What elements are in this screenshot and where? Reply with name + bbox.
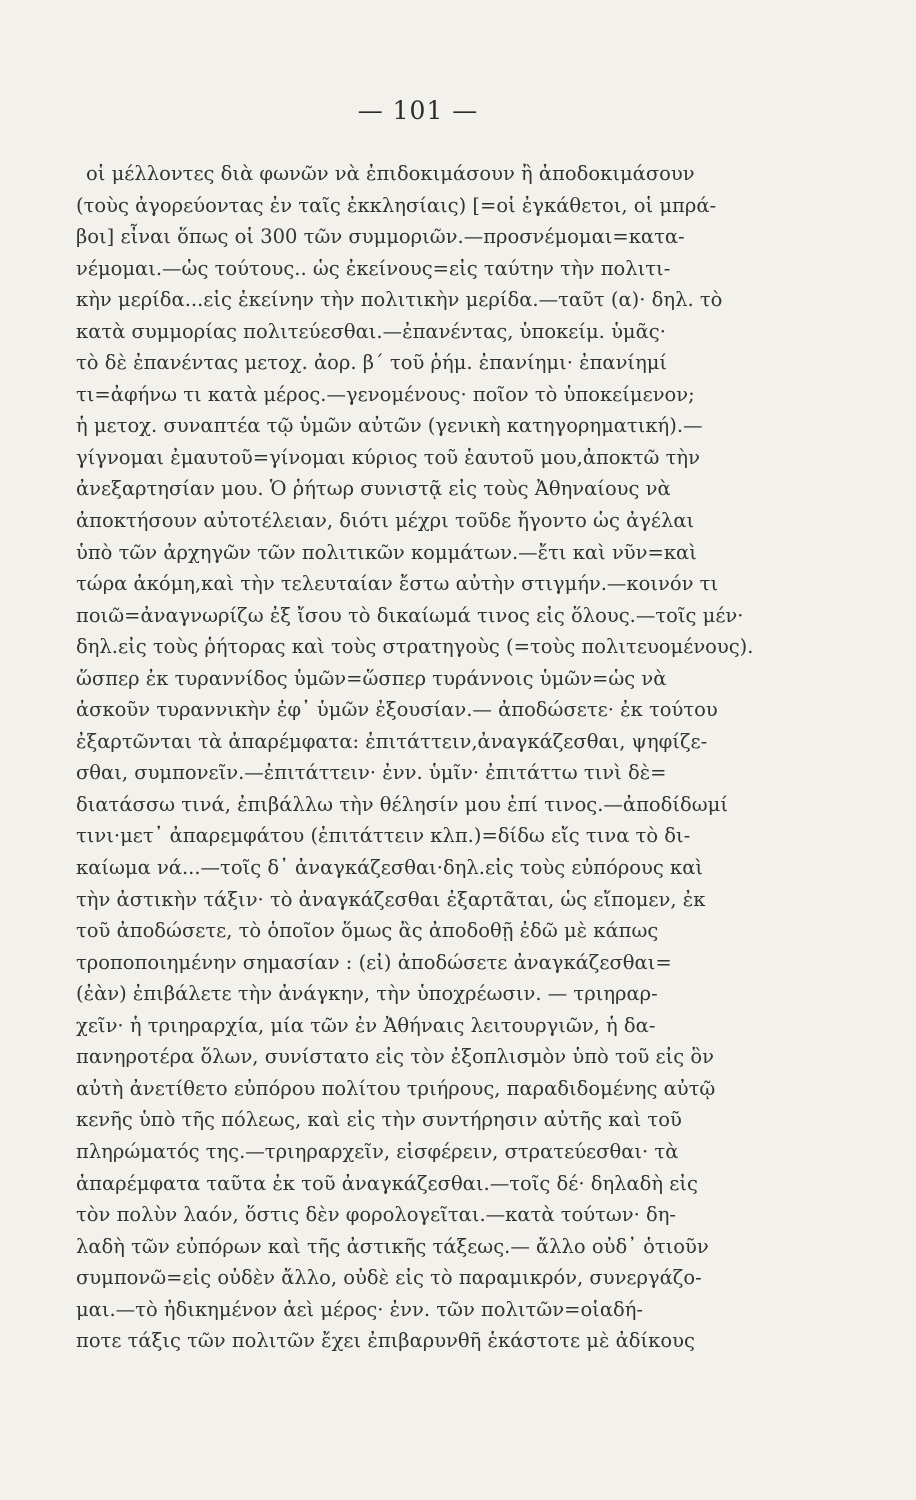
text-line: μαι.—τὸ ἠδικημένον ἀεὶ μέρος· ἐνν. τῶν πολιτῶν=οἱαδή- bbox=[76, 1297, 644, 1321]
text-line: ἐξαρτῶνται τὰ ἀπαρέμφατα: ἐπιτάττειν,ἀναγκάζεσθαι, ψηφίζε- bbox=[76, 729, 708, 753]
text-line: καίωμα νά...—τοῖς δ᾽ ἀναγκάζεσθαι·δηλ.εἰς τοὺς εὐπόρους καὶ bbox=[76, 856, 704, 880]
text-line: αὐτὴ ἀνετίθετο εὐπόρου πολίτου τριήρους, παραδιδομένης αὐτῷ bbox=[76, 1076, 716, 1100]
text-line: τι=ἀφήνω τι κατὰ μέρος.—γενομένους· ποῖον τὸ ὑποκείμενον; bbox=[76, 382, 695, 406]
text-line: ποιῶ=ἀναγνωρίζω ἐξ ἴσου τὸ δικαίωμά τινος εἰς ὅλους.—τοῖς μέν· bbox=[76, 603, 744, 627]
text-line: κενῆς ὑπὸ τῆς πόλεως, καὶ εἰς τὴν συντήρησιν αὐτῆς καὶ τοῦ bbox=[76, 1108, 682, 1132]
page-number: — 101 — bbox=[357, 96, 479, 125]
text-line: χεῖν· ἡ τριηραρχία, μία τῶν ἐν Ἀθήναις λειτουργιῶν, ἡ δα- bbox=[76, 1013, 656, 1037]
text-line: κατὰ συμμορίας πολιτεύεσθαι.—ἐπανέντας, ὑποκείμ. ὑμᾶς· bbox=[76, 319, 666, 343]
text-line: (ἐὰν) ἐπιβάλετε τὴν ἀνάγκην, τὴν ὑποχρέωσιν. — τριηραρ- bbox=[76, 982, 658, 1006]
text-line: διατάσσω τινά, ἐπιβάλλω τὴν θέλησίν μου ἐπί τινος.—ἀποδίδωμί bbox=[76, 792, 728, 816]
text-line: ἀνεξαρτησίαν μου. Ὁ ῥήτωρ συνιστᾷ εἰς τοὺς Ἀθηναίους νὰ bbox=[76, 477, 671, 501]
text-line: τώρα ἀκόμη,καὶ τὴν τελευταίαν ἔστω αὐτὴν στιγμήν.—κοινόν τι bbox=[76, 572, 719, 596]
text-line: σθαι, συμπονεῖν.—ἐπιτάττειν· ἐνν. ὑμῖν· ἐπιτάττω τινὶ δὲ= bbox=[76, 761, 667, 785]
text-line: τὴν ἀστικὴν τάξιν· τὸ ἀναγκάζεσθαι ἐξαρτᾶται, ὡς εἴπομεν, ἐκ bbox=[76, 887, 706, 911]
text-line: γίγνομαι ἐμαυτοῦ=γίνομαι κύριος τοῦ ἑαυτοῦ μου,ἀποκτῶ τὴν bbox=[76, 445, 700, 469]
text-line: ὑπὸ τῶν ἀρχηγῶν τῶν πολιτικῶν κομμάτων.—ἔτι καὶ νῦν=καὶ bbox=[76, 540, 697, 564]
text-line: οἱ μέλλοντες διὰ φωνῶν νὰ ἐπιδοκιμάσουν ἢ ἀποδοκιμάσουν bbox=[86, 162, 695, 185]
text-line: συμπονῶ=εἰς οὐδὲν ἄλλο, οὐδὲ εἰς τὸ παραμικρόν, συνεργάζο- bbox=[76, 1266, 702, 1290]
text-line: βοι] εἶναι ὅπως οἱ 300 τῶν συμμοριῶν.—προσνέμομαι=κατα- bbox=[76, 225, 685, 249]
text-line: πανηροτέρα ὅλων, συνίστατο εἰς τὸν ἐξοπλισμὸν ὑπὸ τοῦ εἰς ὃν bbox=[76, 1045, 714, 1069]
text-line: τοῦ ἀποδώσετε, τὸ ὁποῖον ὅμως ἂς ἀποδοθῇ ἐδῶ μὲ κάπως bbox=[76, 919, 659, 943]
text-line: δηλ.εἰς τοὺς ῥήτορας καὶ τοὺς στρατηγοὺς (=τοὺς πολιτευομένους). bbox=[76, 635, 754, 659]
text-line: τινι·μετ᾽ ἀπαρεμφάτου (ἐπιτάττειν κλπ.)=δίδω εἴς τινα τὸ δι- bbox=[76, 824, 691, 848]
text-line: ποτε τάξις τῶν πολιτῶν ἔχει ἐπιβαρυνθῆ ἑκάστοτε μὲ ἀδίκους bbox=[76, 1329, 695, 1353]
text-line: νέμομαι.—ὡς τούτους.. ὡς ἐκείνους=εἰς ταύτην τὴν πολιτι- bbox=[76, 256, 671, 280]
text-line: πληρώματός της.—τριηραρχεῖν, εἰσφέρειν, στρατεύεσθαι· τὰ bbox=[76, 1139, 679, 1163]
text-line: (τοὺς ἀγορεύοντας ἐν ταῖς ἐκκλησίαις) [=οἱ ἐγκάθετοι, οἱ μπρά- bbox=[76, 193, 717, 217]
text-line: τροποποιημένην σημασίαν : (εἰ) ἀποδώσετε ἀναγκάζεσθαι= bbox=[76, 950, 672, 974]
text-line: κὴν μερίδα...εἰς ἐκείνην τὴν πολιτικὴν μερίδα.—ταῦτ (α)· δηλ. τὸ bbox=[76, 288, 723, 312]
text-line: ὥσπερ ἐκ τυραννίδος ὑμῶν=ὥσπερ τυράννοις ὑμῶν=ὡς νὰ bbox=[76, 666, 667, 690]
body-text bbox=[76, 158, 788, 1357]
text-line: ἀσκοῦν τυραννικὴν ἐφ᾽ ὑμῶν ἐξουσίαν.— ἀποδώσετε· ἐκ τούτου bbox=[76, 698, 718, 722]
text-line: τὸ δὲ ἐπανέντας μετοχ. ἀορ. β΄ τοῦ ῥήμ. ἐπανίημι· ἐπανίημί bbox=[76, 351, 668, 375]
text-line: ἀπαρέμφατα ταῦτα ἐκ τοῦ ἀναγκάζεσθαι.—τοῖς δέ· δηλαδὴ εἰς bbox=[76, 1171, 698, 1195]
text-line: ἡ μετοχ. συναπτέα τῷ ὑμῶν αὐτῶν (γενικὴ κατηγορηματική).— bbox=[76, 414, 703, 438]
text-line: λαδὴ τῶν εὐπόρων καὶ τῆς ἀστικῆς τάξεως.— ἄλλο οὐδ᾽ ὁτιοῦν bbox=[76, 1234, 709, 1258]
text-line: ἀποκτήσουν αὐτοτέλειαν, διότι μέχρι τοῦδε ἤγοντο ὡς ἀγέλαι bbox=[76, 509, 695, 533]
text-line: τὸν πολὺν λαόν, ὅστις δὲν φορολογεῖται.—κατὰ τούτων· δη- bbox=[76, 1203, 677, 1227]
